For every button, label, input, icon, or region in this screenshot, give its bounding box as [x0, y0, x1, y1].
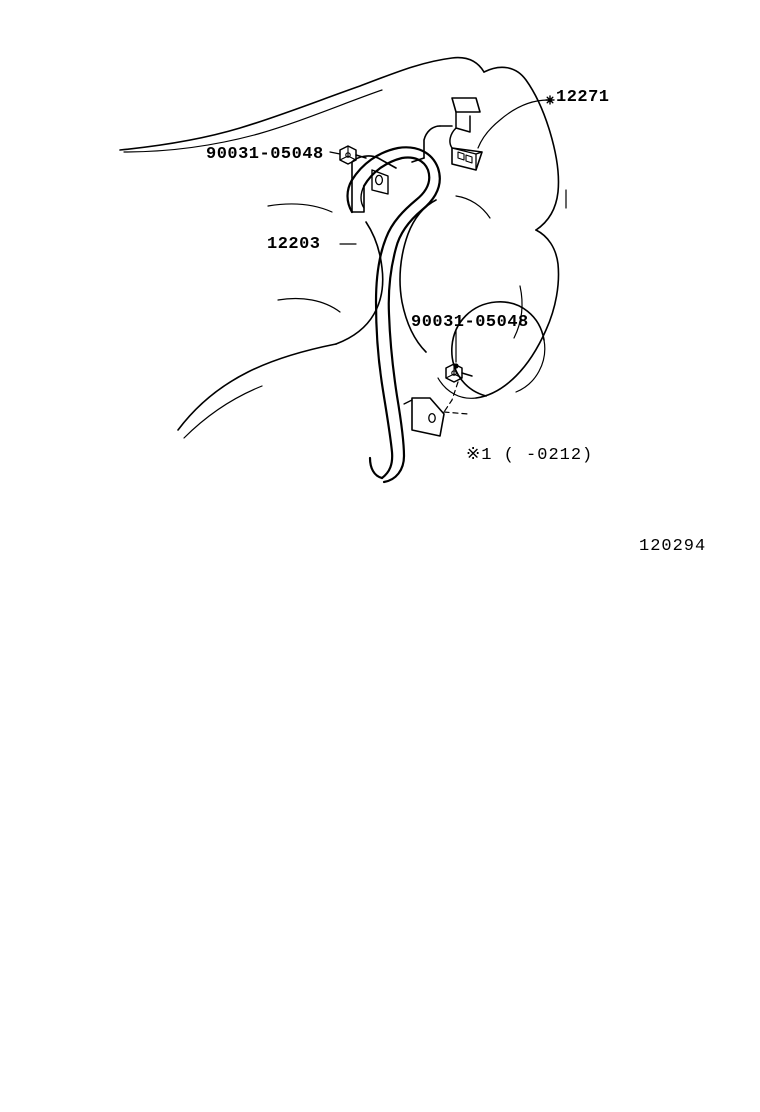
part-label-bolt-top-text: 90031-05048 — [206, 145, 324, 164]
bracket-top-hole — [376, 175, 383, 184]
bolt-bottom-install-line — [444, 382, 458, 412]
part-label-bolt-bottom-text: 90031-05048 — [411, 313, 529, 332]
engine-inner-cover-edge — [456, 196, 490, 218]
valve-face-detail-1 — [458, 152, 464, 160]
part-label-12203-text: 12203 — [267, 235, 321, 254]
valve-neck — [456, 112, 470, 132]
engine-boss-circle-2 — [516, 340, 545, 392]
leader-12271 — [478, 100, 548, 148]
diagram-note-text: ※1 ( -0212) — [466, 446, 594, 465]
bolt-bottom-shank — [462, 373, 472, 376]
hose-end-cap — [370, 458, 382, 478]
leader-bolt-bottom-dot — [453, 363, 458, 368]
figure-number-text: 120294 — [639, 537, 707, 556]
bracket-bottom-hole — [429, 414, 435, 423]
engine-block-lower-contour — [178, 344, 336, 430]
valve-top-block — [452, 98, 480, 112]
engine-block-lower-contour-2 — [184, 386, 262, 438]
part-label-bolt-bottom — [411, 313, 529, 332]
part-label-12271 — [556, 88, 610, 107]
engine-head-right-contour — [484, 67, 559, 230]
figure-number — [639, 537, 706, 556]
bolt-bottom-install-line-2 — [444, 412, 468, 414]
part-label-12271-text: 12271 — [556, 88, 610, 107]
valve-face-detail-2 — [466, 155, 472, 163]
asterisk-marker-12271 — [546, 96, 554, 104]
bracket-bottom-outline — [412, 398, 444, 436]
leader-bolt-top — [330, 152, 340, 154]
valve-neck-bend — [450, 128, 456, 148]
bracket-bottom-edge — [404, 400, 412, 404]
diagram-note — [466, 444, 593, 465]
engine-upper-contour-secondary — [124, 90, 382, 152]
part-label-bolt-top — [206, 145, 324, 164]
engine-block-upper-curve — [268, 204, 332, 212]
engine-block-mid-curve — [278, 299, 340, 313]
part-label-12203 — [267, 235, 321, 254]
engine-upper-contour — [120, 58, 484, 150]
